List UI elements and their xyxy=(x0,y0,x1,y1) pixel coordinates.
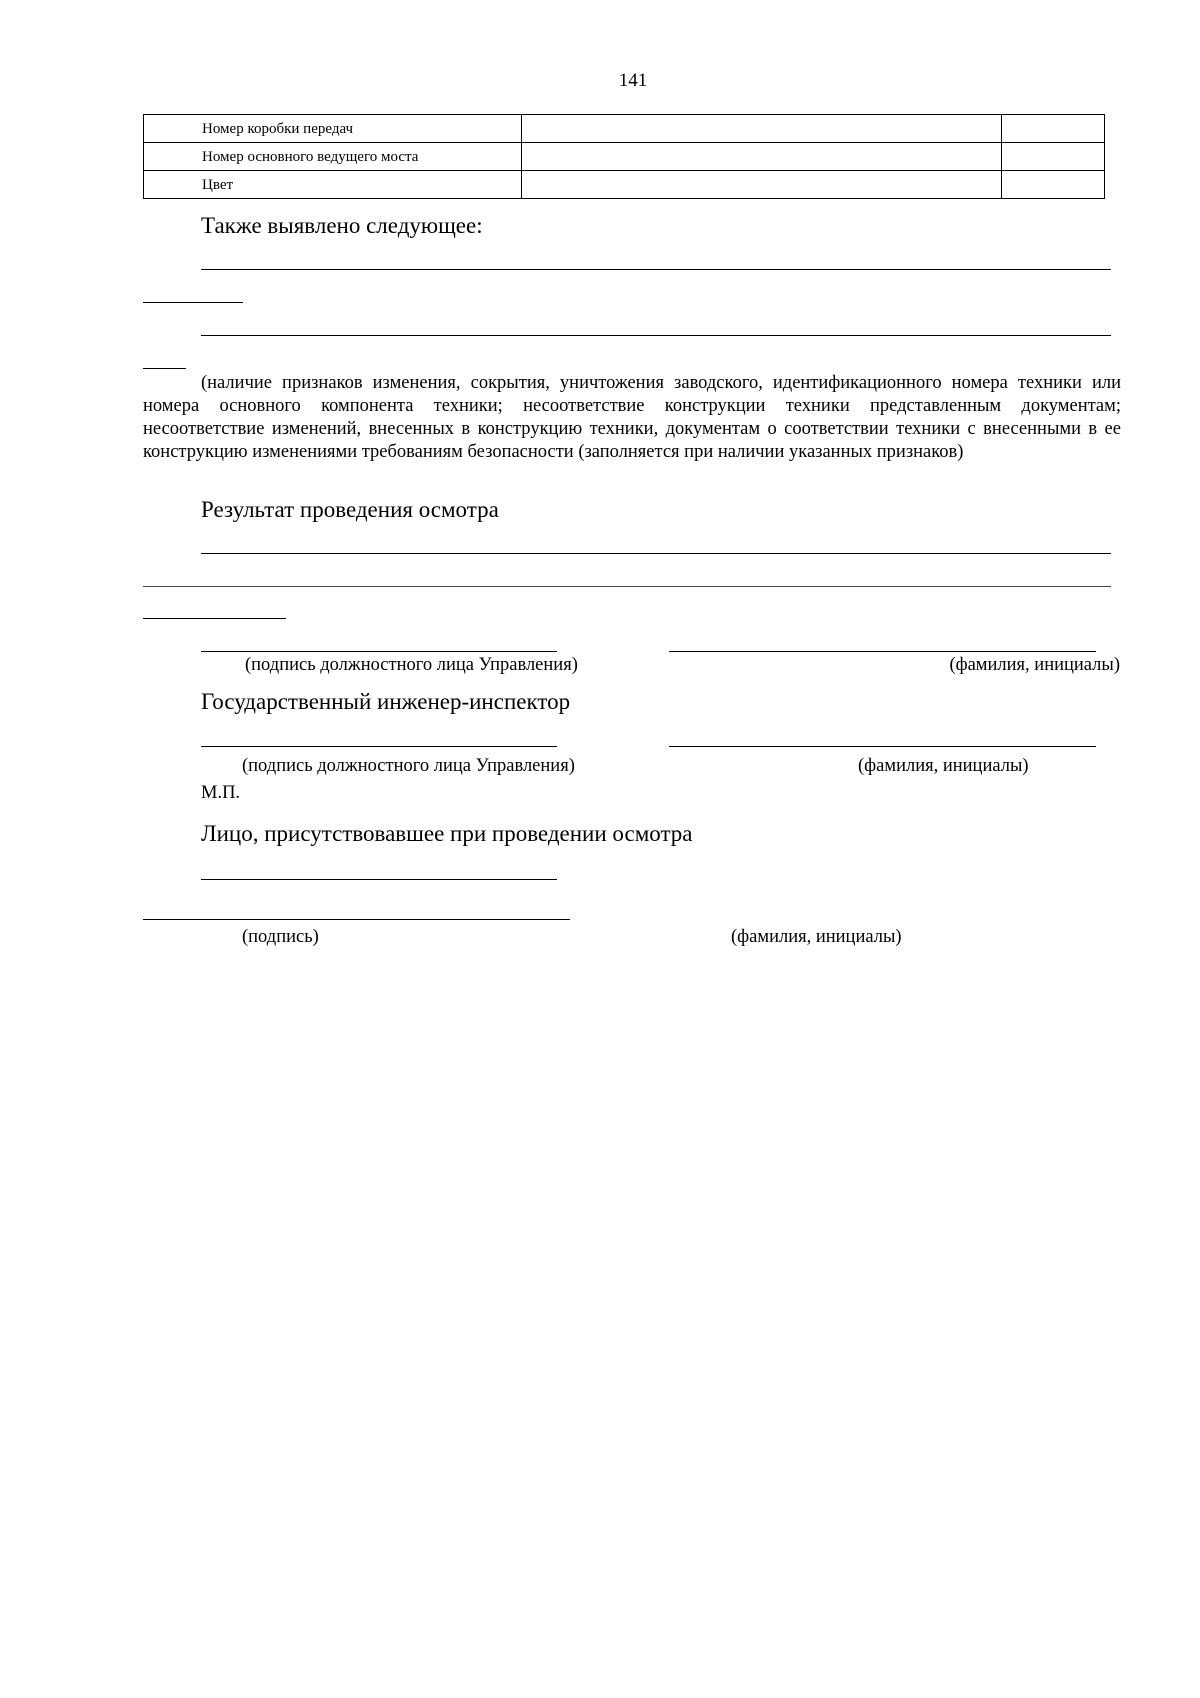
fill-line xyxy=(143,302,243,303)
table-cell-value xyxy=(522,171,1002,199)
name-line xyxy=(143,919,570,920)
signature-line xyxy=(201,746,557,747)
also-found-heading: Также выявлено следующее: xyxy=(201,213,483,238)
table-cell-label: Номер коробки передач xyxy=(144,115,522,143)
inspector-name-caption: (фамилия, инициалы) xyxy=(858,756,1029,776)
fill-line xyxy=(201,269,1111,270)
present-person-name-caption: (фамилия, инициалы) xyxy=(731,927,902,947)
inspector-title: Государственный инженер-инспектор xyxy=(201,689,571,714)
name-line xyxy=(669,746,1096,747)
table-cell-extra xyxy=(1002,171,1105,199)
signature-line xyxy=(201,879,557,880)
vehicle-specs-table xyxy=(143,114,1105,199)
fill-line xyxy=(201,335,1111,336)
result-heading: Результат проведения осмотра xyxy=(201,497,499,522)
signature-line xyxy=(201,651,557,652)
fill-line xyxy=(201,553,1111,554)
official-name-caption: (фамилия, инициалы) xyxy=(949,655,1120,675)
inspector-sign-caption: (подпись должностного лица Управления) xyxy=(242,756,575,776)
fill-line xyxy=(143,586,1111,587)
seal-mark: М.П. xyxy=(201,783,241,803)
fill-line xyxy=(143,368,186,369)
present-person-title: Лицо, присутствовавшее при проведении осмотра xyxy=(201,821,693,846)
also-found-note: (наличие признаков изменения, сокрытия, уничтожения заводского, идентификационного номера техники или номера основного компонента техники; несоответствие конструкции техники представленным документам; несоответствие изменений, внесенных в конструкцию техники, документам о соответствии техники с внесенными в ее конструкцию изменениями требованиям безопасности (заполняется при наличии указанных признаков) xyxy=(143,373,1121,462)
present-person-sign-caption: (подпись) xyxy=(242,927,319,947)
table-cell-value xyxy=(522,115,1002,143)
page-number: 141 xyxy=(618,70,648,91)
table-cell-label: Номер основного ведущего моста xyxy=(144,143,522,171)
table-cell-label: Цвет xyxy=(144,171,522,199)
name-line xyxy=(669,651,1096,652)
fill-line xyxy=(143,618,286,619)
table-cell-extra xyxy=(1002,143,1105,171)
table-row xyxy=(144,171,1105,199)
table-row xyxy=(144,143,1105,171)
table-row xyxy=(144,115,1105,143)
table-cell-extra xyxy=(1002,115,1105,143)
table-cell-value xyxy=(522,143,1002,171)
official-sign-caption: (подпись должностного лица Управления) xyxy=(245,655,578,675)
